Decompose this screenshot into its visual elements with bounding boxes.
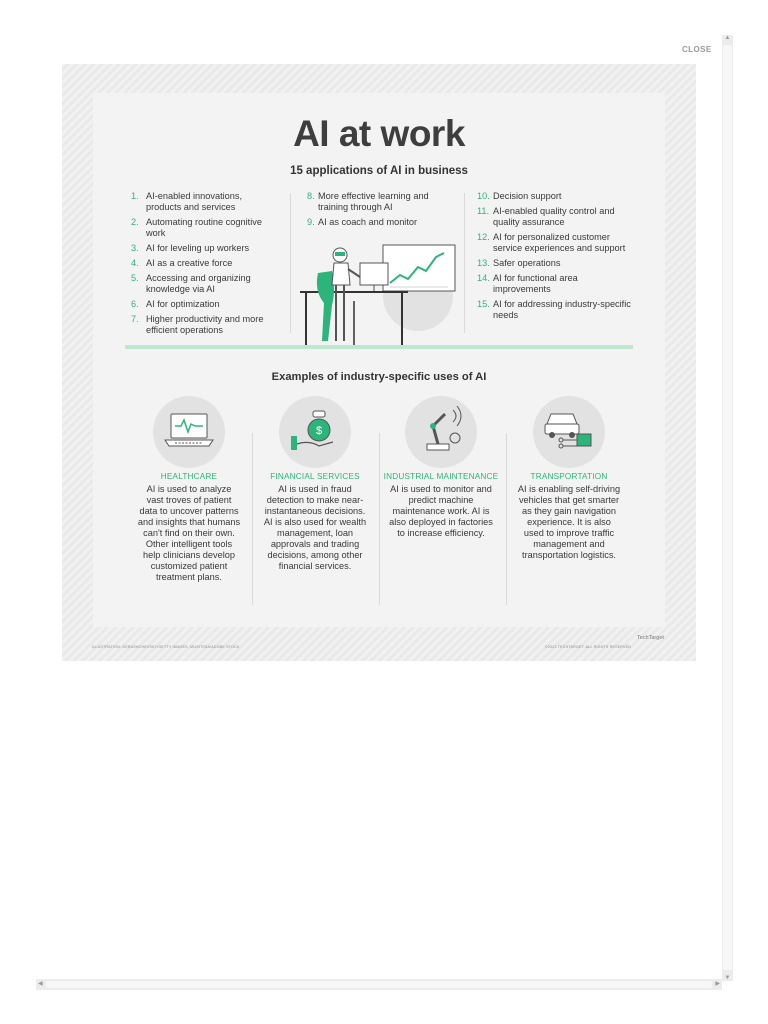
scroll-up-icon[interactable]: ▲ <box>724 35 731 41</box>
industry-transportation <box>505 396 633 561</box>
techtarget-logo: TechTarget <box>637 635 664 641</box>
vertical-scrollbar[interactable] <box>722 35 733 981</box>
laptop-heartbeat-icon <box>153 396 225 468</box>
industry-name: HEALTHCARE <box>160 472 218 481</box>
robot-at-desk-illustration <box>298 241 458 351</box>
close-button[interactable]: CLOSE <box>682 45 712 54</box>
application-item: 10. Decision support <box>477 191 562 201</box>
robotic-arm-icon <box>405 396 477 468</box>
industry-description: AI is enabling self-driving vehicles that get smarter as they gain navigation experience. It is also used to improve traffic management and transportation logistics. <box>517 483 621 560</box>
application-item: 15. AI for addressing industry-specific needs <box>477 299 631 320</box>
column-divider <box>464 193 465 333</box>
infographic-subtitle: 15 applications of AI in business <box>290 165 468 177</box>
applications-column-1 <box>131 191 276 340</box>
industry-description: AI is used to monitor and predict machine maintenance work. AI is also deployed in factories to increase efficiency. <box>389 483 493 538</box>
industry-name: TRANSPORTATION <box>530 472 608 481</box>
industry-name: INDUSTRIAL MAINTENANCE <box>383 472 499 481</box>
application-item: 4. AI as a creative force <box>131 258 233 268</box>
horizontal-scrollbar[interactable] <box>36 979 722 990</box>
application-item: 6. AI for optimization <box>131 299 220 309</box>
applications-column-2 <box>307 191 447 232</box>
application-item: 5. Accessing and organizing knowledge via AI <box>131 273 251 294</box>
applications-column-3 <box>477 191 632 325</box>
application-item: 2. Automating routine cognitive work <box>131 217 262 238</box>
column-divider <box>290 193 291 333</box>
industry-industrial-maintenance <box>377 396 505 539</box>
image-credit: ILLUSTRATION: GERASHCHEVSKY/GETTY IMAGES, MUSTISSA/ADOBE STOCK <box>92 645 240 649</box>
application-item: 13. Safer operations <box>477 258 561 268</box>
car-network-icon <box>533 396 605 468</box>
industry-financial-services <box>251 396 379 572</box>
application-item: 12. AI for personalized customer service experiences and support <box>477 232 626 253</box>
scroll-right-icon[interactable]: ▶ <box>715 981 720 987</box>
infographic-title: AI at work <box>293 113 465 154</box>
scroll-left-icon[interactable]: ◀ <box>38 981 43 987</box>
copyright-notice: ©2023 TECHTARGET. ALL RIGHTS RESERVED <box>545 645 632 649</box>
money-bag-hand-icon <box>279 396 351 468</box>
industry-name: FINANCIAL SERVICES <box>270 472 360 481</box>
application-item: 1. AI-enabled innovations, products and services <box>131 191 243 212</box>
section-divider-bar <box>125 345 633 349</box>
svg-text:$: $ <box>315 425 323 437</box>
application-item: 11. AI-enabled quality control and quality assurance <box>477 206 615 227</box>
horizontal-scroll-thumb[interactable] <box>46 981 712 988</box>
application-item: 8. More effective learning and training through AI <box>307 191 429 212</box>
scroll-down-icon[interactable]: ▼ <box>724 975 731 981</box>
infographic <box>93 93 665 627</box>
industry-description: AI is used to analyze vast troves of patient data to uncover patterns and insights that humans can't find on their own. Other intelligent tools help clinicians develop customized patient treatment plans. <box>137 483 241 582</box>
application-item: 9. AI as coach and monitor <box>307 217 418 227</box>
application-item: 3. AI for leveling up workers <box>131 243 250 253</box>
application-item: 14. AI for functional area improvements <box>477 273 578 294</box>
industry-healthcare <box>125 396 253 583</box>
vertical-scroll-thumb[interactable] <box>723 45 732 970</box>
examples-title: Examples of industry-specific uses of AI <box>271 371 487 383</box>
application-item: 7. Higher productivity and more efficient operations <box>131 314 264 335</box>
industry-description: AI is used in fraud detection to make near-instantaneous decisions. AI is also used for wealth management, loan approvals and trading decisions, among other financial services. <box>263 483 367 571</box>
